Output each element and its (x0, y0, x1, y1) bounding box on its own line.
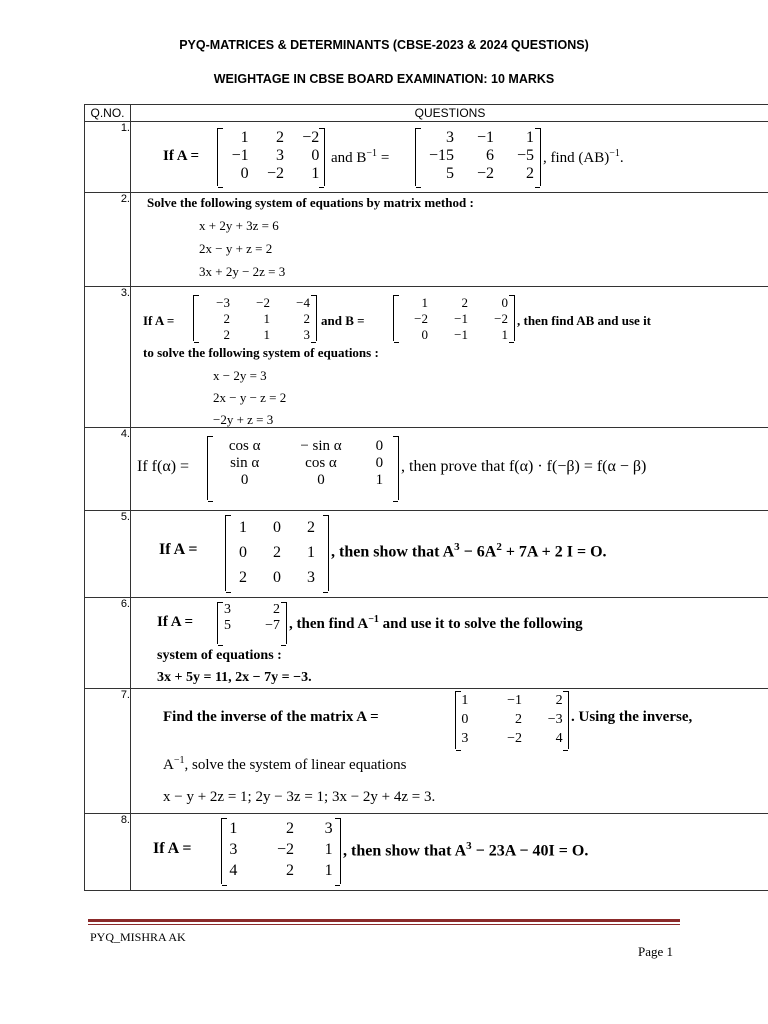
matrix-a: 3 2 5 −7 (217, 602, 287, 644)
q3-mid: and B = (321, 313, 365, 328)
equation: x − 2y = 3 (213, 368, 267, 383)
matrix-a: −3 −2 −4 2 1 2 2 1 3 (193, 295, 317, 341)
page-number: Page 1 (638, 944, 674, 959)
q7-line3: x − y + 2z = 1; 2y − 3z = 1; 3x − 2y + 4z = 3. (163, 789, 436, 805)
question-number: 8. (85, 814, 131, 891)
q6-line2: system of equations : (157, 648, 282, 663)
q1-mid-sup: −1 (366, 148, 378, 159)
q4-prefix: If f(α) = (137, 458, 190, 475)
q5-suffix: , then show that $A^3 - 6A^2 + 7A + 2$ I = O. (331, 541, 607, 561)
equation: x + 2y + 3z = 6 (199, 218, 279, 233)
question-row (85, 287, 768, 428)
page-subtitle: WEIGHTAGE IN CBSE BOARD EXAMINATION: 10 MARKS (213, 72, 555, 86)
question-row (85, 689, 768, 814)
question-text (131, 689, 768, 814)
q8-prefix: If A = (153, 840, 192, 857)
question-row (85, 598, 768, 689)
question-number: 6. (85, 598, 131, 689)
question-row (85, 122, 768, 193)
questions-column-header: QUESTIONS (131, 105, 768, 122)
q4-suffix: , then prove that f(α) · f(−β) = f(α − β) (401, 458, 647, 475)
matrix-b: 1 2 0 −2 −1 −2 0 −1 1 (393, 295, 515, 341)
question-number: 7. (85, 689, 131, 814)
q7-line2: $A^{-1}$, solve the system of linear equations (163, 755, 407, 773)
qno-column-header: Q.NO. (85, 105, 131, 122)
question-text (131, 814, 768, 891)
q1-suffix: , find (AB) (543, 150, 610, 166)
footer-rule (88, 919, 680, 922)
matrix-a: 1 0 2 0 2 1 2 0 3 (225, 515, 329, 591)
q2-instruction: Solve the following system of equations by matrix method : (147, 195, 474, 210)
q1-mid: and B (331, 150, 367, 166)
matrix-a: 1 −1 2 0 2 −3 3 −2 4 (455, 691, 569, 749)
question-row (85, 814, 768, 891)
question-text (131, 598, 768, 689)
q3-suffix: , then find AB and use it (517, 313, 652, 328)
q3-line2: to solve the following system of equations : (143, 345, 379, 360)
question-number: 3. (85, 287, 131, 428)
q7-prefix: Find the inverse of the matrix A = (163, 709, 379, 725)
questions-table (84, 104, 768, 891)
question-text (131, 428, 768, 511)
question-text (131, 193, 768, 287)
equation: 2x − y − z = 2 (213, 390, 287, 405)
matrix-b-inverse: 3 −1 1 −15 6 −5 5 −2 2 (415, 128, 541, 186)
q7-suffix: . Using the inverse, (571, 709, 693, 725)
table-header-row (85, 105, 768, 122)
question-text (131, 511, 768, 598)
question-text (131, 287, 768, 428)
q1-eq: = (380, 150, 390, 166)
q6-line3: 3x + 5y = 11, 2x − 7y = −3. (157, 670, 312, 685)
equation: 2x − y + z = 2 (199, 241, 273, 256)
question-row (85, 428, 768, 511)
question-number: 4. (85, 428, 131, 511)
question-number: 2. (85, 193, 131, 287)
q5-prefix: If A = (159, 541, 198, 558)
equation: 3x + 2y − 2z = 3 (199, 264, 286, 279)
question-row (85, 511, 768, 598)
footer-rule-thin (88, 924, 680, 925)
q6-prefix: If A = (157, 614, 194, 630)
q8-suffix: , then show that $A^3 - 23A - 40I = O$. (343, 840, 589, 860)
equation: −2y + z = 3 (213, 412, 274, 427)
matrix-f-alpha: cos α − sin α 0 sin α cos α 0 0 0 1 (207, 436, 399, 500)
q1-prefix: If A = (163, 148, 200, 164)
question-number: 5. (85, 511, 131, 598)
question-row (85, 193, 768, 287)
q6-suffix: , then find $A^{-1}$ and use it to solve the following (289, 614, 583, 632)
question-text: If A = 1 2 −2 −1 3 0 0 −2 1 and $B^{-1}$ = 3 −1 1 −15 6 −5 5 −2 2 , find (AB)$^{-1}$. (131, 122, 768, 193)
q3-prefix: If A = (143, 313, 175, 328)
page-title: PYQ-MATRICES & DETERMINANTS (CBSE-2023 & 2024 QUESTIONS) (179, 38, 589, 52)
question-number: 1. (85, 122, 131, 193)
footer-author: PYQ_MISHRA AK (90, 930, 186, 944)
matrix-a: 1 2 3 3 −2 1 4 2 1 (221, 818, 341, 884)
matrix-a: 1 2 −2 −1 3 0 0 −2 1 (217, 128, 325, 186)
